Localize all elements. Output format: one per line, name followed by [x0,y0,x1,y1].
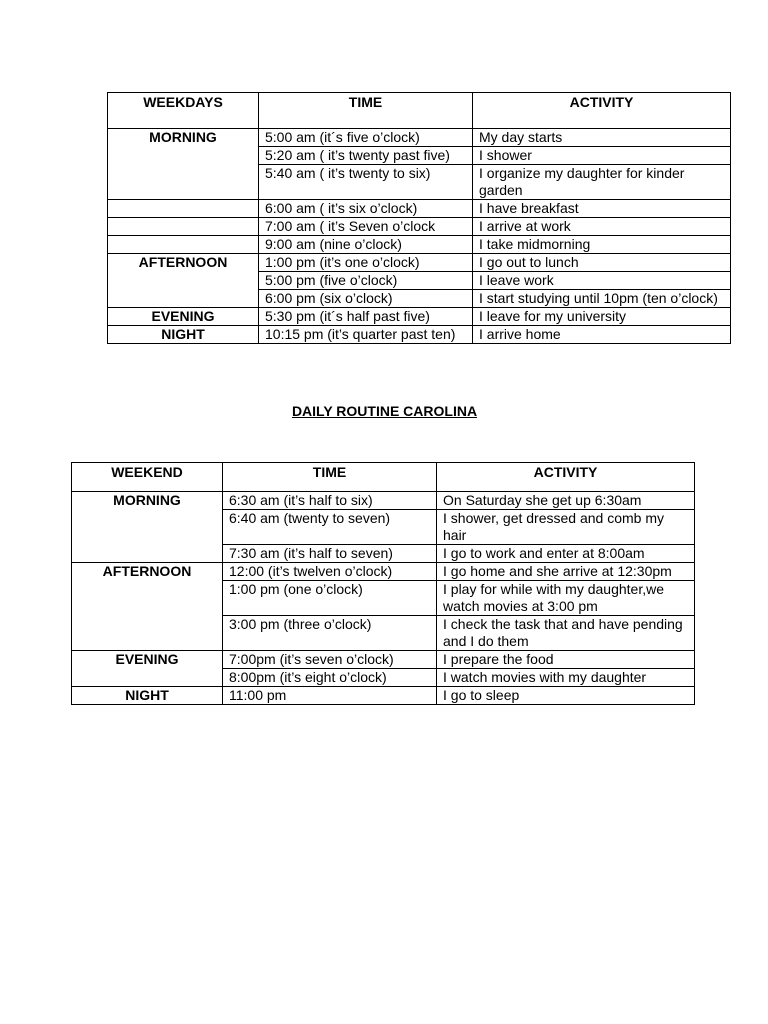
column-header-activity: ACTIVITY [473,93,731,129]
time-cell: 7:30 am (it’s half to seven) [223,545,437,563]
period-cell: AFTERNOON [108,254,259,272]
column-header-time: TIME [223,463,437,492]
table-row [108,147,731,165]
period-cell [108,236,259,254]
period-cell [108,147,259,165]
time-cell: 7:00 am ( it’s Seven o’clock [259,218,473,236]
activity-cell: I organize my daughter for kinder garden [473,165,731,200]
time-cell: 6:30 am (it’s half to six) [223,492,437,510]
table-row [108,218,731,236]
time-cell: 6:00 pm (six o’clock) [259,290,473,308]
time-cell: 12:00 (it’s twelven o’clock) [223,563,437,581]
period-cell [108,290,259,308]
table-row [108,290,731,308]
activity-cell: I go to work and enter at 8:00am [437,545,695,563]
table-row [108,236,731,254]
activity-cell: I take midmorning [473,236,731,254]
activity-cell: I start studying until 10pm (ten o’clock) [473,290,731,308]
column-header-period: WEEKEND [72,463,223,492]
activity-cell: I shower, get dressed and comb my hair [437,510,695,545]
time-cell: 1:00 pm (one o’clock) [223,581,437,616]
period-cell [72,669,223,687]
time-cell: 11:00 pm [223,687,437,705]
table-row [72,563,695,581]
table-row [108,272,731,290]
activity-cell: I shower [473,147,731,165]
activity-cell: I arrive at work [473,218,731,236]
period-cell [72,581,223,616]
period-cell: NIGHT [72,687,223,705]
activity-cell: I go home and she arrive at 12:30pm [437,563,695,581]
column-header-time: TIME [259,93,473,129]
time-cell: 5:00 pm (five o’clock) [259,272,473,290]
period-cell [108,165,259,200]
activity-cell: I leave work [473,272,731,290]
activity-cell: I watch movies with my daughter [437,669,695,687]
table-row [72,510,695,545]
weekdays-table [107,92,731,344]
time-cell: 6:40 am (twenty to seven) [223,510,437,545]
time-cell: 5:00 am (it´s five o’clock) [259,129,473,147]
period-cell: NIGHT [108,326,259,344]
table-row [72,687,695,705]
table-row [108,308,731,326]
period-cell [72,510,223,545]
time-cell: 6:00 am ( it’s six o’clock) [259,200,473,218]
time-cell: 1:00 pm (it’s one o’clock) [259,254,473,272]
period-cell: EVENING [108,308,259,326]
activity-cell: My day starts [473,129,731,147]
period-cell [108,272,259,290]
table-caption: DAILY ROUTINE CAROLINA [291,403,478,419]
period-cell: MORNING [72,492,223,510]
period-cell: EVENING [72,651,223,669]
time-cell: 5:20 am ( it’s twenty past five) [259,147,473,165]
weekend-table [71,462,695,705]
table-row [72,616,695,651]
period-cell: AFTERNOON [72,563,223,581]
table-row [72,651,695,669]
activity-cell: I go to sleep [437,687,695,705]
period-cell [108,218,259,236]
table-row [108,200,731,218]
activity-cell: On Saturday she get up 6:30am [437,492,695,510]
table-row [72,492,695,510]
table-header-row [108,93,731,129]
time-cell: 9:00 am (nine o’clock) [259,236,473,254]
time-cell: 10:15 pm (it’s quarter past ten) [259,326,473,344]
table-header-row [72,463,695,492]
activity-cell: I leave for my university [473,308,731,326]
table-row [108,129,731,147]
period-cell [108,200,259,218]
table-row [108,254,731,272]
activity-cell: I arrive home [473,326,731,344]
activity-cell: I prepare the food [437,651,695,669]
activity-cell: I go out to lunch [473,254,731,272]
time-cell: 5:40 am ( it’s twenty to six) [259,165,473,200]
table-row [72,669,695,687]
time-cell: 3:00 pm (three o’clock) [223,616,437,651]
table-row [108,326,731,344]
activity-cell: I have breakfast [473,200,731,218]
period-cell [72,545,223,563]
table-row [108,165,731,200]
time-cell: 8:00pm (it’s eight o’clock) [223,669,437,687]
activity-cell: I play for while with my daughter,we watch movies at 3:00 pm [437,581,695,616]
table-row [72,581,695,616]
table-row [72,545,695,563]
activity-cell: I check the task that and have pending and I do them [437,616,695,651]
period-cell: MORNING [108,129,259,147]
time-cell: 5:30 pm (it´s half past five) [259,308,473,326]
column-header-activity: ACTIVITY [437,463,695,492]
period-cell [72,616,223,651]
time-cell: 7:00pm (it’s seven o’clock) [223,651,437,669]
column-header-period: WEEKDAYS [108,93,259,129]
